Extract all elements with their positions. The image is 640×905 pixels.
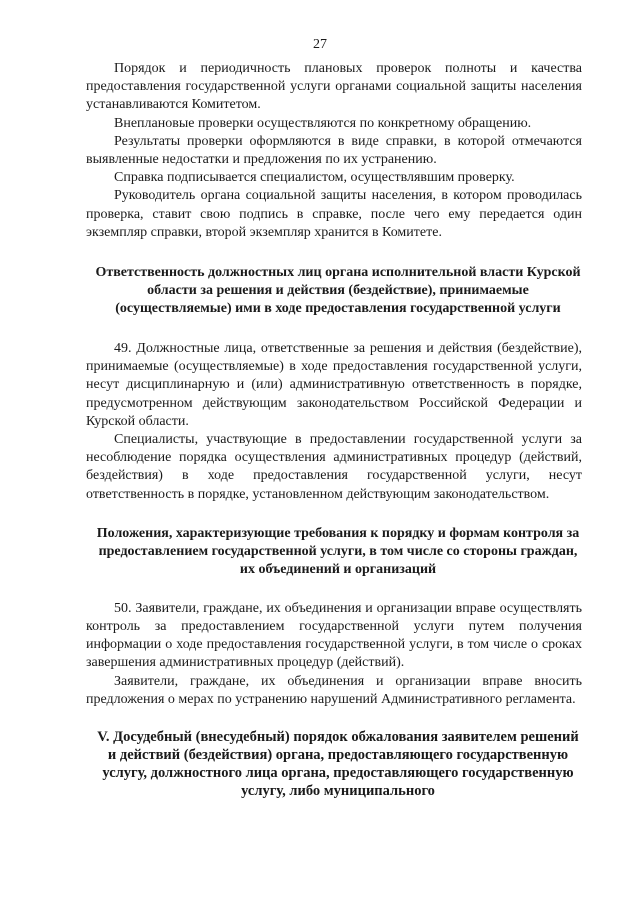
paragraph: 50. Заявители, граждане, их объединения и организации вправе осуществлять контроль за предоставлением государственной услуги путем получения информации о ходе предоставления государственной услуги, в том числе о сроках завершения административных процедур (действий). [86,600,582,671]
paragraph: Результаты проверки оформляются в виде справки, в которой отмечаются выявленные недостатки и предложения по их устранению. [86,133,582,168]
section-heading-responsibility: Ответственность должностных лиц органа исполнительной власти Курской области за решения и действия (бездействие), принимаемые (осуществляемые) ими в ходе предоставления государственной услуги [95,265,581,317]
paragraph: Специалисты, участвующие в предоставлении государственной услуги за несоблюдение порядка осуществления административных процедур (действий, бездействия) в ходе предоставления государственной услуги, несут ответственность в порядке, установленном действующим законодательством. [86,432,582,502]
paragraph: Внеплановые проверки осуществляются по конкретному обращению. [114,115,532,131]
paragraph: Справка подписывается специалистом, осуществлявшим проверку. [114,170,515,186]
section-heading-appeal: V. Досудебный (внесудебный) порядок обжалования заявителем решений и действий (бездействия) органа, предоставляющего государственную услугу, должностного лица органа, предоставляющего государственную услугу, либо муниципального [97,729,579,800]
document-body [86,60,582,800]
section-heading-control: Положения, характеризующие требования к порядку и формам контроля за предоставлением государственной услуги, в том числе со стороны граждан, их объединений и организаций [96,525,580,577]
paragraph: Руководитель органа социальной защиты населения, в котором проводилась проверка, ставит свою подпись в справке, после чего ему передается один экземпляр справки, второй экземпляр хранится в Комитете. [86,188,582,240]
paragraph: 49. Должностные лица, ответственные за решения и действия (бездействие), принимаемые (осуществляемые) в ходе предоставления государственной услуги, несут дисциплинарную и (или) административную ответственность в порядке, предусмотренном действующим законодательством Российской Федерации и Курской области. [86,341,582,429]
paragraph: Порядок и периодичность плановых проверок полноты и качества предоставления государственной услуги органами социальной защиты населения устанавливаются Комитетом. [86,61,582,113]
page-number: 27 [313,37,327,52]
paragraph: Заявители, граждане, их объединения и организации вправе вносить предложения о мерах по устранению нарушений Административного регламента. [86,673,582,707]
